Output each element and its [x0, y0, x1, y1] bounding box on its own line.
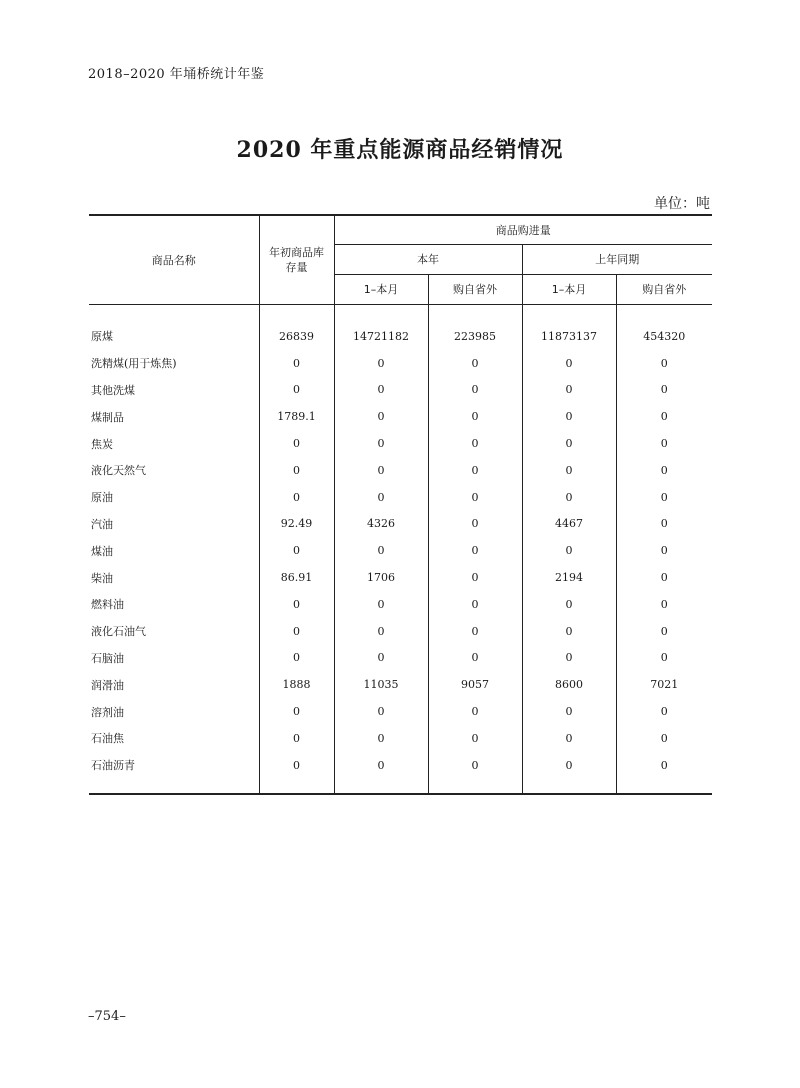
cell-this-year-outside-province: 0	[428, 591, 522, 618]
cell-this-year-outside-province: 0	[428, 430, 522, 457]
cell-opening-stock: 1888	[259, 671, 334, 698]
cell-product-name: 石油焦	[89, 725, 259, 752]
cell-this-year-outside-province: 0	[428, 537, 522, 564]
cell-this-year-outside-province: 0	[428, 618, 522, 645]
header-last-year-outside-province: 购自省外	[616, 275, 712, 305]
cell-this-year-to-month: 0	[334, 591, 428, 618]
cell-this-year-outside-province: 0	[428, 403, 522, 430]
cell-last-year-outside-province: 0	[660, 624, 668, 638]
table-row	[89, 591, 712, 618]
table-row	[89, 564, 712, 591]
table-row	[89, 752, 712, 779]
cell-opening-stock: 0	[259, 457, 334, 484]
cell-last-year-to-month: 0	[522, 484, 616, 511]
cell-opening-stock: 0	[259, 645, 334, 672]
cell-product-name: 煤制品	[89, 403, 259, 430]
unit-label: 单位：吨	[654, 196, 710, 212]
cell-opening-stock: 0	[259, 618, 334, 645]
cell-this-year-outside-province: 9057	[428, 671, 522, 698]
cell-this-year-outside-province: 0	[428, 350, 522, 377]
cell-product-name: 原煤	[89, 323, 259, 350]
table-row	[89, 323, 712, 350]
cell-opening-stock: 86.91	[259, 564, 334, 591]
cell-last-year-outside-province: 0	[660, 651, 668, 665]
cell-last-year-to-month: 0	[522, 457, 616, 484]
header-purchase-volume: 商品购进量	[334, 215, 712, 245]
table-row	[89, 671, 712, 698]
cell-opening-stock: 0	[259, 350, 334, 377]
cell-opening-stock: 0	[259, 591, 334, 618]
cell-last-year-to-month: 8600	[522, 671, 616, 698]
cell-last-year-to-month: 0	[522, 591, 616, 618]
cell-this-year-outside-province: 0	[428, 564, 522, 591]
cell-last-year-outside-province: 7021	[650, 678, 679, 692]
cell-last-year-outside-province: 0	[660, 597, 668, 611]
table-row	[89, 511, 712, 538]
table-row	[89, 645, 712, 672]
cell-last-year-outside-province: 0	[660, 705, 668, 719]
cell-this-year-to-month: 0	[334, 618, 428, 645]
cell-product-name: 液化石油气	[89, 618, 259, 645]
cell-this-year-to-month: 0	[334, 350, 428, 377]
cell-last-year-to-month: 0	[522, 698, 616, 725]
cell-this-year-to-month: 0	[334, 645, 428, 672]
cell-product-name: 石脑油	[89, 645, 259, 672]
cell-last-year-to-month: 0	[522, 752, 616, 779]
cell-this-year-to-month: 0	[334, 725, 428, 752]
cell-this-year-to-month: 0	[334, 698, 428, 725]
header-last-year-same-period: 上年同期	[522, 245, 712, 275]
table-row	[89, 430, 712, 457]
running-header: 2018–2020 年埇桥统计年鉴	[88, 67, 265, 82]
cell-this-year-to-month: 14721182	[334, 323, 428, 350]
cell-this-year-outside-province: 0	[428, 725, 522, 752]
table-row	[89, 618, 712, 645]
table-row	[89, 457, 712, 484]
header-opening-stock-label: 年初商品库存量	[269, 246, 324, 274]
cell-this-year-to-month: 0	[334, 484, 428, 511]
cell-this-year-to-month: 0	[334, 752, 428, 779]
cell-this-year-outside-province: 0	[428, 484, 522, 511]
cell-opening-stock: 26839	[259, 323, 334, 350]
cell-this-year-outside-province: 0	[428, 645, 522, 672]
cell-last-year-to-month: 0	[522, 430, 616, 457]
cell-opening-stock: 0	[259, 484, 334, 511]
cell-opening-stock: 0	[259, 537, 334, 564]
cell-last-year-outside-province: 0	[660, 356, 668, 370]
cell-last-year-to-month: 0	[522, 645, 616, 672]
cell-product-name: 溶剂油	[89, 698, 259, 725]
energy-sales-table	[89, 214, 712, 795]
cell-last-year-to-month: 2194	[522, 564, 616, 591]
header-this-year-outside-province: 购自省外	[428, 275, 522, 305]
cell-product-name: 汽油	[89, 511, 259, 538]
table-row	[89, 484, 712, 511]
cell-last-year-to-month: 4467	[522, 511, 616, 538]
cell-last-year-to-month: 0	[522, 618, 616, 645]
cell-opening-stock: 92.49	[259, 511, 334, 538]
page-number: –754–	[88, 1009, 126, 1024]
cell-opening-stock: 0	[259, 698, 334, 725]
cell-this-year-outside-province: 223985	[428, 323, 522, 350]
cell-this-year-outside-province: 0	[428, 511, 522, 538]
page-title: 2020 年重点能源商品经销情况	[236, 137, 564, 163]
cell-this-year-to-month: 0	[334, 377, 428, 404]
cell-last-year-outside-province: 0	[660, 383, 668, 397]
cell-last-year-outside-province: 0	[660, 544, 668, 558]
cell-opening-stock: 1789.1	[259, 403, 334, 430]
cell-this-year-outside-province: 0	[428, 752, 522, 779]
cell-this-year-outside-province: 0	[428, 457, 522, 484]
cell-last-year-to-month: 0	[522, 350, 616, 377]
cell-opening-stock: 0	[259, 430, 334, 457]
cell-this-year-to-month: 0	[334, 537, 428, 564]
cell-last-year-outside-province: 0	[660, 731, 668, 745]
table-row	[89, 377, 712, 404]
cell-opening-stock: 0	[259, 725, 334, 752]
cell-last-year-to-month: 0	[522, 403, 616, 430]
table-row	[89, 350, 712, 377]
cell-product-name: 柴油	[89, 564, 259, 591]
cell-product-name: 润滑油	[89, 671, 259, 698]
cell-last-year-to-month: 0	[522, 537, 616, 564]
cell-product-name: 焦炭	[89, 430, 259, 457]
cell-this-year-outside-province: 0	[428, 698, 522, 725]
cell-product-name: 液化天然气	[89, 457, 259, 484]
cell-last-year-outside-province: 0	[660, 410, 668, 424]
cell-this-year-to-month: 11035	[334, 671, 428, 698]
header-product-name: 商品名称	[89, 215, 259, 305]
cell-last-year-outside-province: 0	[660, 517, 668, 531]
cell-last-year-to-month: 0	[522, 377, 616, 404]
cell-last-year-outside-province: 0	[660, 758, 668, 772]
cell-product-name: 原油	[89, 484, 259, 511]
cell-this-year-to-month: 1706	[334, 564, 428, 591]
cell-last-year-to-month: 0	[522, 725, 616, 752]
cell-opening-stock: 0	[259, 752, 334, 779]
cell-product-name: 石油沥青	[89, 752, 259, 779]
header-this-year-to-month: 1–本月	[334, 275, 428, 305]
cell-this-year-outside-province: 0	[428, 377, 522, 404]
cell-this-year-to-month: 0	[334, 430, 428, 457]
cell-product-name: 其他洗煤	[89, 377, 259, 404]
cell-this-year-to-month: 0	[334, 457, 428, 484]
cell-last-year-outside-province: 0	[660, 490, 668, 504]
header-opening-stock	[259, 215, 334, 305]
header-last-year-to-month: 1–本月	[522, 275, 616, 305]
cell-opening-stock: 0	[259, 377, 334, 404]
cell-product-name: 洗精煤(用于炼焦)	[89, 350, 259, 377]
cell-last-year-outside-province: 0	[660, 571, 668, 585]
cell-product-name: 燃料油	[89, 591, 259, 618]
table-row	[89, 537, 712, 564]
cell-this-year-to-month: 4326	[334, 511, 428, 538]
cell-this-year-to-month: 0	[334, 403, 428, 430]
cell-last-year-outside-province: 0	[660, 463, 668, 477]
cell-product-name: 煤油	[89, 537, 259, 564]
table-row	[89, 403, 712, 430]
table-body	[89, 305, 712, 794]
header-this-year: 本年	[334, 245, 522, 275]
cell-last-year-to-month: 11873137	[522, 323, 616, 350]
cell-last-year-outside-province: 0	[660, 437, 668, 451]
cell-last-year-outside-province: 454320	[643, 329, 686, 343]
table-row	[89, 698, 712, 725]
table-row	[89, 725, 712, 752]
